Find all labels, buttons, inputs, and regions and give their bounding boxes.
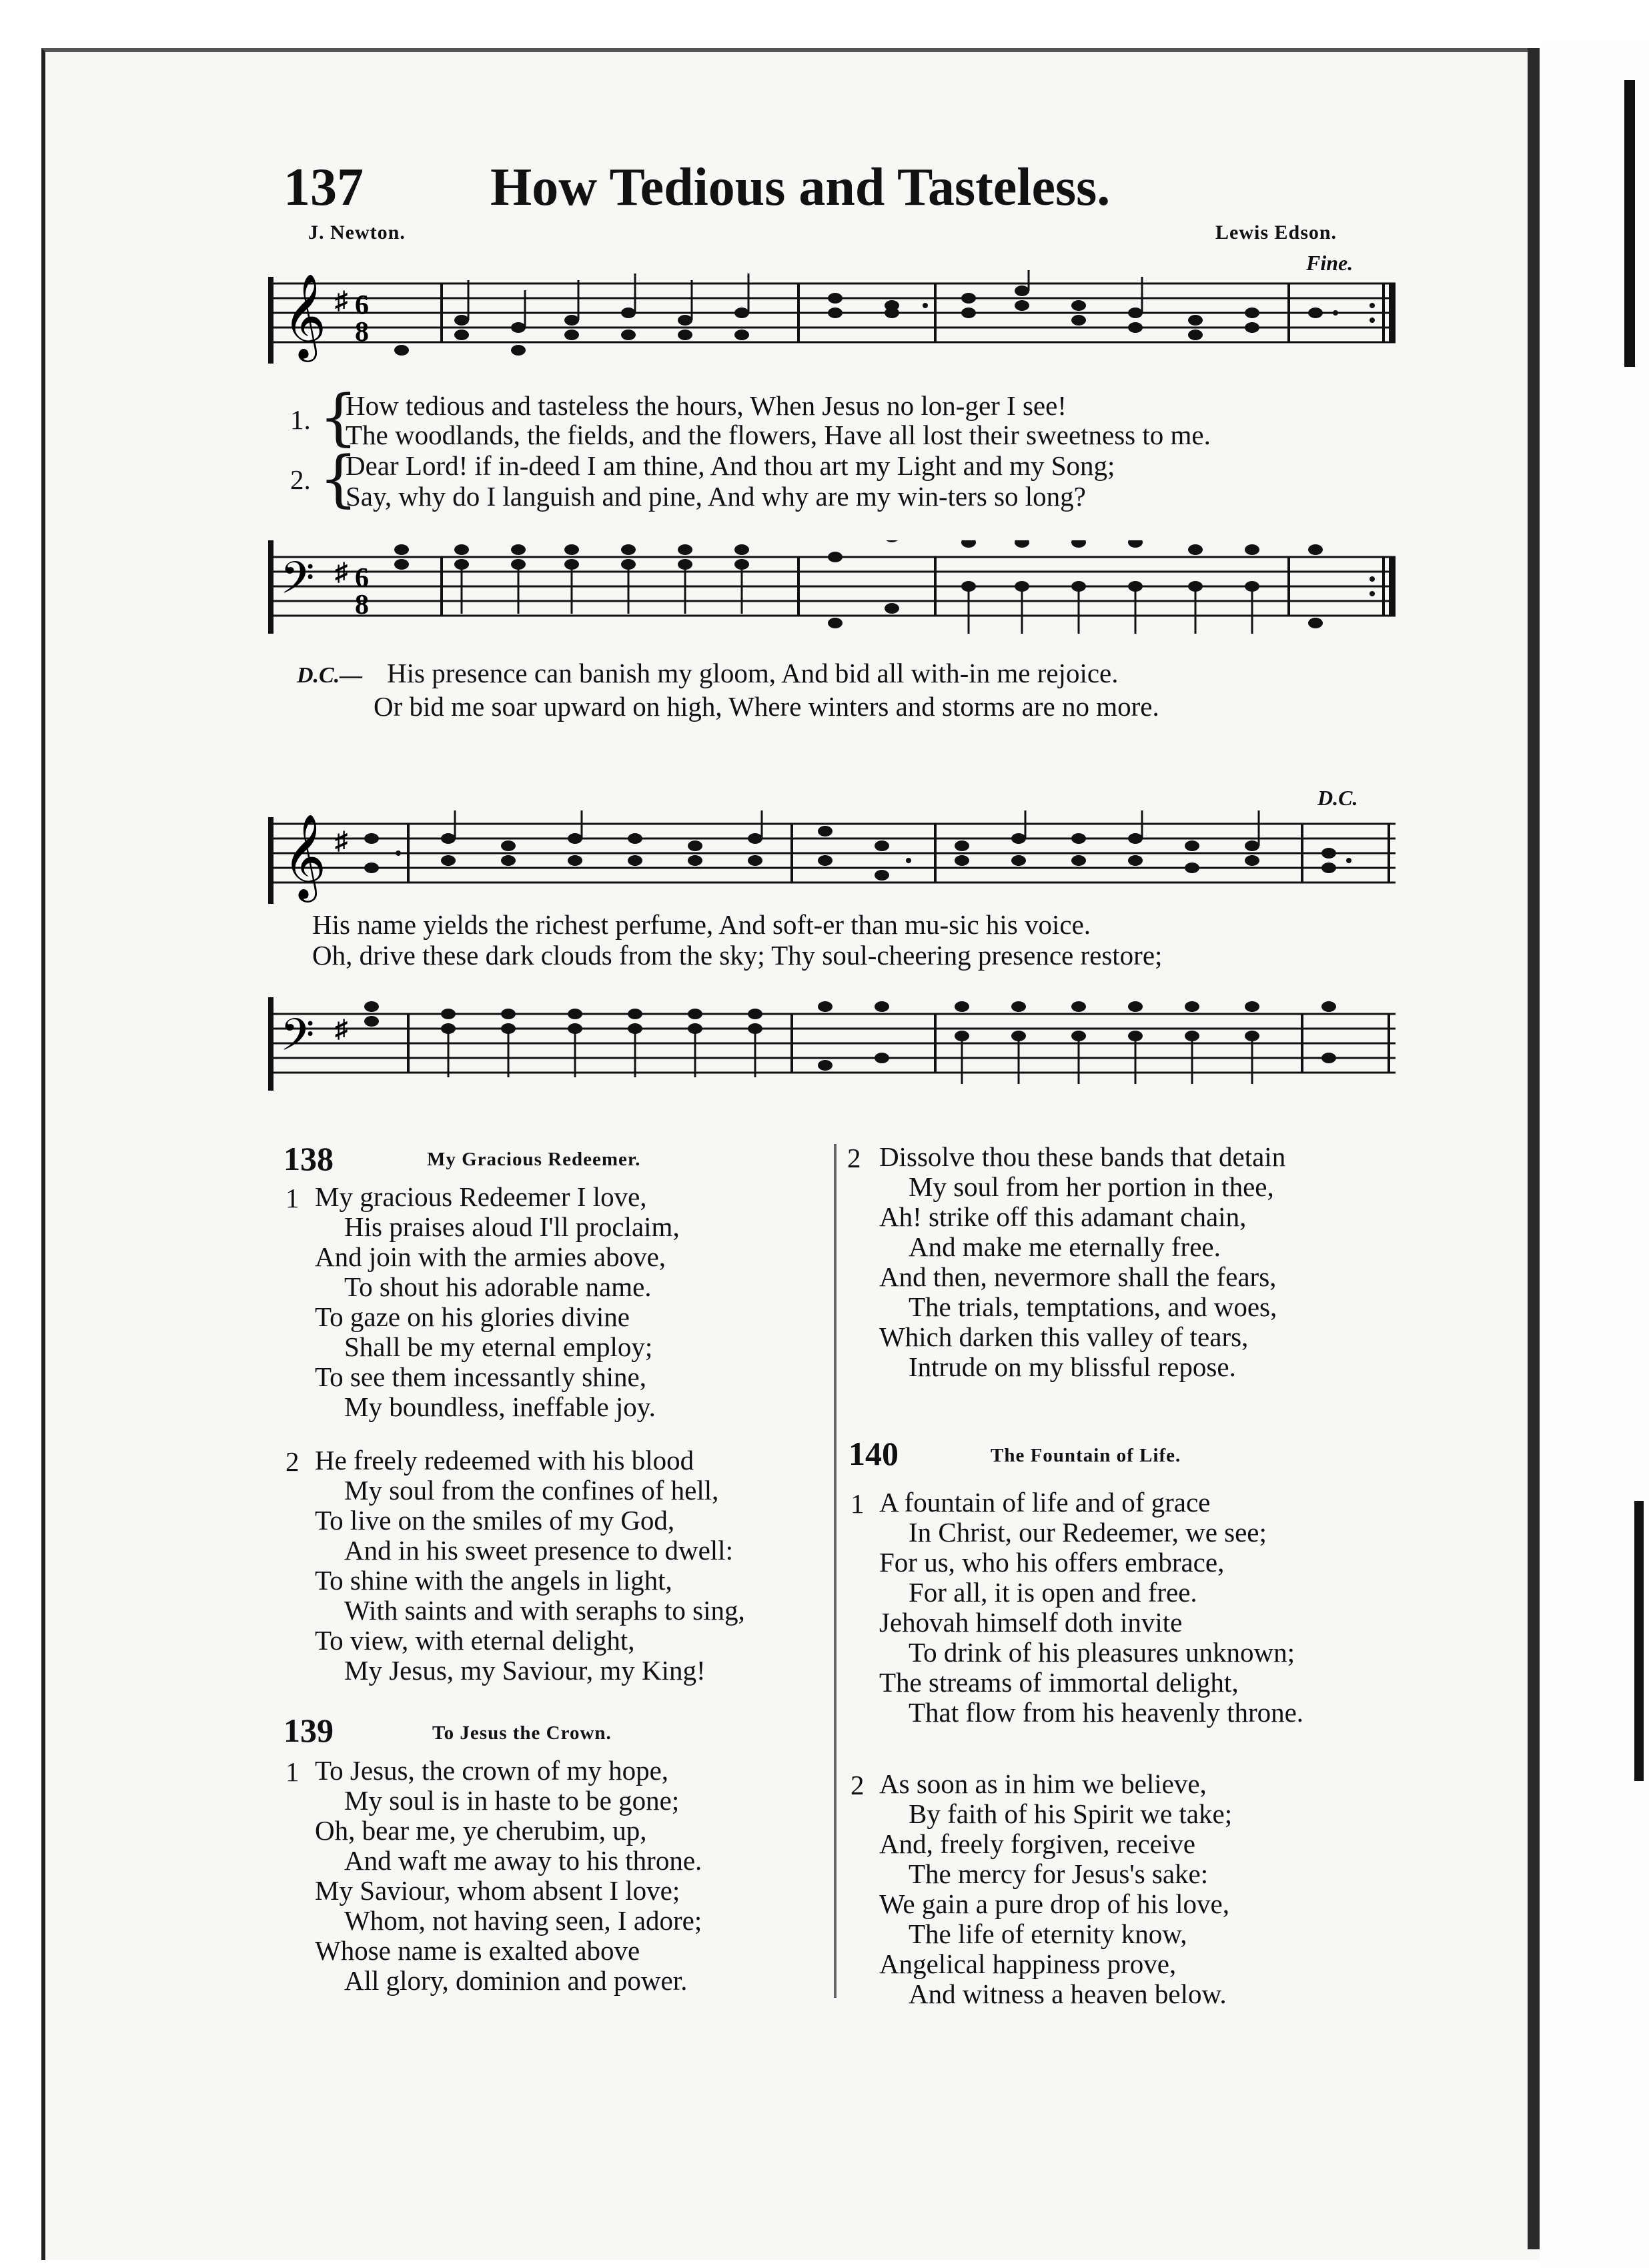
verse-line: The mercy for Jesus's sake: xyxy=(909,1858,1209,1889)
verse-line: We gain a pure drop of his love, xyxy=(879,1888,1229,1919)
verse-line: The life of eternity know, xyxy=(909,1918,1187,1949)
svg-text:𝄢: 𝄢 xyxy=(280,552,315,614)
verse-brace: { xyxy=(319,382,358,453)
verse-line: To live on the smiles of my God, xyxy=(315,1505,675,1536)
verse-line: The trials, temptations, and woes, xyxy=(909,1291,1277,1322)
verse-line: Shall be my eternal employ; xyxy=(344,1331,653,1362)
verse-line: And make me eternally free. xyxy=(909,1231,1221,1262)
stanza xyxy=(879,1142,1285,1382)
verse-line: Whose name is exalted above xyxy=(315,1935,640,1966)
stanza-number: 2 xyxy=(847,1143,861,1173)
verse-line: Oh, bear me, ye cherubim, up, xyxy=(315,1815,647,1846)
verse-line: To shine with the angels in light, xyxy=(315,1565,672,1596)
verse-line: For us, who his offers embrace, xyxy=(879,1547,1225,1578)
verse-line: To shout his adorable name. xyxy=(344,1271,652,1302)
verse-line: With saints and with seraphs to sing, xyxy=(344,1595,745,1626)
verse-line: My boundless, ineffable joy. xyxy=(344,1391,656,1422)
hymn-number: 140 xyxy=(849,1435,899,1472)
verse-line: By faith of his Spirit we take; xyxy=(909,1798,1233,1829)
svg-text:𝄢: 𝄢 xyxy=(280,1009,315,1071)
verse-line: Dissolve thou these bands that detain xyxy=(879,1141,1286,1172)
stanza-number: 2 xyxy=(851,1770,865,1800)
svg-text:♯: ♯ xyxy=(335,1015,348,1043)
verse-label-2: 2. xyxy=(290,464,311,495)
verse-line: My gracious Redeemer I love, xyxy=(315,1181,647,1212)
margin-mark xyxy=(1634,1501,1644,1781)
music-credit: Lewis Edson. xyxy=(1215,221,1337,243)
hymn-number: 139 xyxy=(284,1712,334,1749)
stanza xyxy=(315,1446,745,1686)
verse-line: To gaze on his glories divine xyxy=(315,1301,630,1332)
treble-staff-2 xyxy=(268,810,1396,904)
verse-line: The streams of immortal delight, xyxy=(879,1667,1239,1698)
hymn-title: To Jesus the Crown. xyxy=(432,1722,612,1744)
verse-line: And in his sweet presence to dwell: xyxy=(344,1535,733,1566)
verse-line: And join with the armies above, xyxy=(315,1241,666,1272)
column-divider xyxy=(834,1144,837,1998)
stanza-number: 2 xyxy=(286,1446,300,1477)
hymn-title: How Tedious and Tasteless. xyxy=(490,158,1111,217)
verse-line: Angelical happiness prove, xyxy=(879,1948,1177,1979)
stanza xyxy=(879,1769,1232,2009)
verse-line: And witness a heaven below. xyxy=(909,1978,1227,2009)
stanza xyxy=(879,1488,1303,1728)
svg-text:6: 6 xyxy=(355,563,369,594)
stanza-number: 1 xyxy=(286,1756,300,1787)
verse-line: My Jesus, my Saviour, my King! xyxy=(344,1655,706,1686)
stanza-number: 1 xyxy=(851,1488,865,1519)
verse-line: He freely redeemed with his blood xyxy=(315,1445,694,1476)
page-edge xyxy=(1528,48,1540,2249)
verse-line: In Christ, our Redeemer, we see; xyxy=(909,1517,1267,1548)
dc-lyric-line: Or bid me soar upward on high, Where winters and storms are no more. xyxy=(374,691,1159,722)
verse-line: Which darken this valley of tears, xyxy=(879,1321,1249,1352)
dc-label xyxy=(297,657,362,689)
hymnal-page xyxy=(41,48,1544,2260)
verse-line: As soon as in him we believe, xyxy=(879,1768,1207,1799)
verse-line: A fountain of life and of grace xyxy=(879,1487,1211,1518)
svg-text:6: 6 xyxy=(355,290,369,321)
svg-text:♯: ♯ xyxy=(335,827,348,855)
verse-line: To view, with eternal delight, xyxy=(315,1625,635,1656)
verse-line: My Saviour, whom absent I love; xyxy=(315,1875,680,1906)
margin-mark xyxy=(1624,80,1635,367)
verse-line: All glory, dominion and power. xyxy=(344,1965,688,1996)
verse-line: To see them incessantly shine, xyxy=(315,1361,646,1392)
dc-label-text: D.C.— xyxy=(297,663,363,688)
verse-line: And then, nevermore shall the fears, xyxy=(879,1261,1277,1292)
right-margin xyxy=(1540,40,1649,2268)
verse-label-1: 1. xyxy=(290,404,311,435)
verse-line: My soul is in haste to be gone; xyxy=(344,1785,680,1816)
verse-line: Jehovah himself doth invite xyxy=(879,1607,1183,1638)
dc-mark: D.C. xyxy=(1317,786,1358,810)
svg-text:8: 8 xyxy=(355,317,369,348)
bass-staff-1 xyxy=(268,540,1396,647)
stanza xyxy=(315,1756,702,1996)
verse-line: My soul from the confines of hell, xyxy=(344,1475,719,1506)
hymn-number: 137 xyxy=(284,158,364,217)
verse-line: My soul from her portion in thee, xyxy=(909,1171,1274,1202)
fine-mark: Fine. xyxy=(1306,251,1353,275)
verse-line: To Jesus, the crown of my hope, xyxy=(315,1755,669,1786)
verse-line: For all, it is open and free. xyxy=(909,1577,1197,1608)
svg-text:♯: ♯ xyxy=(335,287,348,315)
verse-brace: { xyxy=(319,443,358,514)
svg-text:♯: ♯ xyxy=(335,558,348,586)
verse-line: And waft me away to his throne. xyxy=(344,1845,702,1876)
lyric-line: His name yields the richest perfume, And soft-er than mu-sic his voice. xyxy=(312,909,1091,940)
svg-text:8: 8 xyxy=(355,590,369,620)
verse-line: Ah! strike off this adamant chain, xyxy=(879,1201,1247,1232)
lyric-line: Oh, drive these dark clouds from the sky; Thy soul-cheering presence restore; xyxy=(312,940,1163,971)
bass-staff-2 xyxy=(268,997,1396,1097)
dc-lyric-line: His presence can banish my gloom, And bid all with-in me rejoice. xyxy=(387,658,1119,688)
verse-line: And, freely forgiven, receive xyxy=(879,1828,1195,1859)
stanza-number: 1 xyxy=(286,1183,300,1213)
lyric-line: The woodlands, the fields, and the flowers, Have all lost their sweetness to me. xyxy=(346,420,1211,450)
words-credit: J. Newton. xyxy=(308,221,406,243)
lyric-line: Dear Lord! if in-deed I am thine, And thou art my Light and my Song; xyxy=(346,450,1115,481)
svg-text:𝄞: 𝄞 xyxy=(283,273,327,358)
verse-line: That flow from his heavenly throne. xyxy=(909,1697,1304,1728)
verse-line: Whom, not having seen, I adore; xyxy=(344,1905,702,1936)
svg-text:𝄞: 𝄞 xyxy=(283,813,327,899)
verse-line: His praises aloud I'll proclaim, xyxy=(344,1211,680,1242)
hymn-title: My Gracious Redeemer. xyxy=(427,1149,641,1170)
verse-line: Intrude on my blissful repose. xyxy=(909,1351,1236,1382)
stanza xyxy=(315,1182,680,1422)
lyric-line: How tedious and tasteless the hours, When Jesus no lon-ger I see! xyxy=(346,390,1067,421)
lyric-line: Say, why do I languish and pine, And why are my win-ters so long? xyxy=(346,481,1086,512)
hymn-title: The Fountain of Life. xyxy=(991,1445,1181,1466)
verse-line: To drink of his pleasures unknown; xyxy=(909,1637,1295,1668)
hymn-number: 138 xyxy=(284,1140,334,1177)
treble-staff-1 xyxy=(268,270,1396,370)
